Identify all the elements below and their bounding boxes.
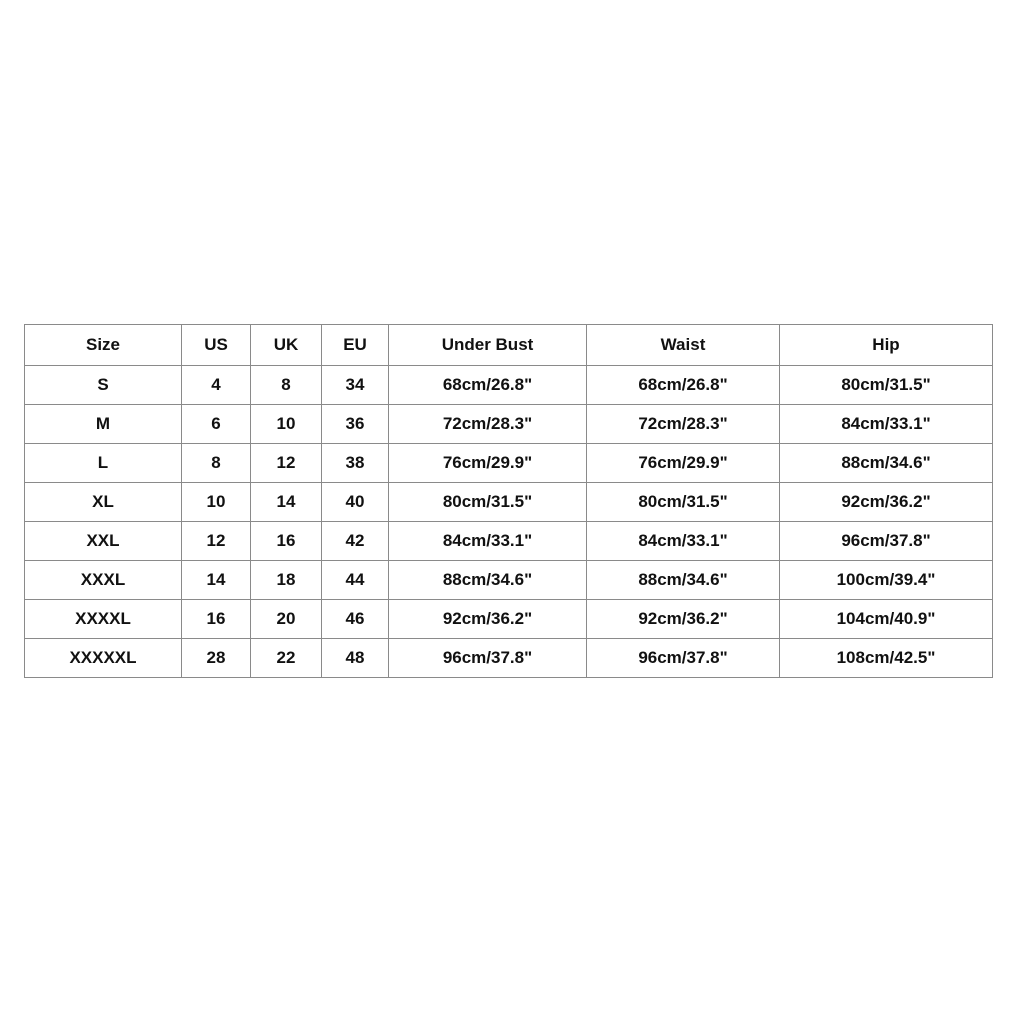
cell-hip: 80cm/31.5" — [780, 366, 993, 405]
cell-eu: 34 — [322, 366, 389, 405]
cell-us: 16 — [182, 600, 251, 639]
header-waist: Waist — [587, 325, 780, 366]
cell-eu: 46 — [322, 600, 389, 639]
cell-waist: 84cm/33.1" — [587, 522, 780, 561]
cell-uk: 14 — [251, 483, 322, 522]
table-row — [25, 600, 993, 639]
size-chart-table — [24, 324, 993, 678]
size-chart-body — [25, 366, 993, 678]
cell-us: 12 — [182, 522, 251, 561]
cell-hip: 108cm/42.5" — [780, 639, 993, 678]
cell-uk: 10 — [251, 405, 322, 444]
cell-size: L — [25, 444, 182, 483]
header-hip: Hip — [780, 325, 993, 366]
cell-hip: 104cm/40.9" — [780, 600, 993, 639]
header-eu: EU — [322, 325, 389, 366]
cell-waist: 96cm/37.8" — [587, 639, 780, 678]
cell-under-bust: 84cm/33.1" — [389, 522, 587, 561]
cell-uk: 12 — [251, 444, 322, 483]
cell-under-bust: 96cm/37.8" — [389, 639, 587, 678]
header-under-bust: Under Bust — [389, 325, 587, 366]
cell-uk: 8 — [251, 366, 322, 405]
table-row — [25, 639, 993, 678]
table-row — [25, 366, 993, 405]
cell-waist: 68cm/26.8" — [587, 366, 780, 405]
cell-waist: 88cm/34.6" — [587, 561, 780, 600]
cell-size: XXXL — [25, 561, 182, 600]
cell-us: 28 — [182, 639, 251, 678]
cell-under-bust: 88cm/34.6" — [389, 561, 587, 600]
cell-hip: 88cm/34.6" — [780, 444, 993, 483]
cell-hip: 100cm/39.4" — [780, 561, 993, 600]
cell-uk: 16 — [251, 522, 322, 561]
cell-eu: 42 — [322, 522, 389, 561]
cell-size: XL — [25, 483, 182, 522]
cell-eu: 48 — [322, 639, 389, 678]
cell-uk: 20 — [251, 600, 322, 639]
cell-under-bust: 76cm/29.9" — [389, 444, 587, 483]
table-row — [25, 561, 993, 600]
cell-waist: 72cm/28.3" — [587, 405, 780, 444]
header-us: US — [182, 325, 251, 366]
cell-size: XXXXXL — [25, 639, 182, 678]
table-row — [25, 405, 993, 444]
cell-eu: 44 — [322, 561, 389, 600]
cell-under-bust: 92cm/36.2" — [389, 600, 587, 639]
cell-us: 14 — [182, 561, 251, 600]
cell-under-bust: 68cm/26.8" — [389, 366, 587, 405]
cell-us: 10 — [182, 483, 251, 522]
cell-uk: 22 — [251, 639, 322, 678]
table-row — [25, 522, 993, 561]
cell-hip: 84cm/33.1" — [780, 405, 993, 444]
cell-us: 4 — [182, 366, 251, 405]
cell-eu: 40 — [322, 483, 389, 522]
cell-eu: 36 — [322, 405, 389, 444]
header-row — [25, 325, 993, 366]
cell-hip: 92cm/36.2" — [780, 483, 993, 522]
cell-under-bust: 80cm/31.5" — [389, 483, 587, 522]
cell-hip: 96cm/37.8" — [780, 522, 993, 561]
cell-uk: 18 — [251, 561, 322, 600]
cell-eu: 38 — [322, 444, 389, 483]
cell-waist: 76cm/29.9" — [587, 444, 780, 483]
table-row — [25, 444, 993, 483]
header-uk: UK — [251, 325, 322, 366]
cell-size: XXL — [25, 522, 182, 561]
cell-size: XXXXL — [25, 600, 182, 639]
cell-us: 8 — [182, 444, 251, 483]
cell-us: 6 — [182, 405, 251, 444]
cell-size: M — [25, 405, 182, 444]
header-size: Size — [25, 325, 182, 366]
cell-under-bust: 72cm/28.3" — [389, 405, 587, 444]
table-row — [25, 483, 993, 522]
cell-waist: 92cm/36.2" — [587, 600, 780, 639]
cell-waist: 80cm/31.5" — [587, 483, 780, 522]
cell-size: S — [25, 366, 182, 405]
